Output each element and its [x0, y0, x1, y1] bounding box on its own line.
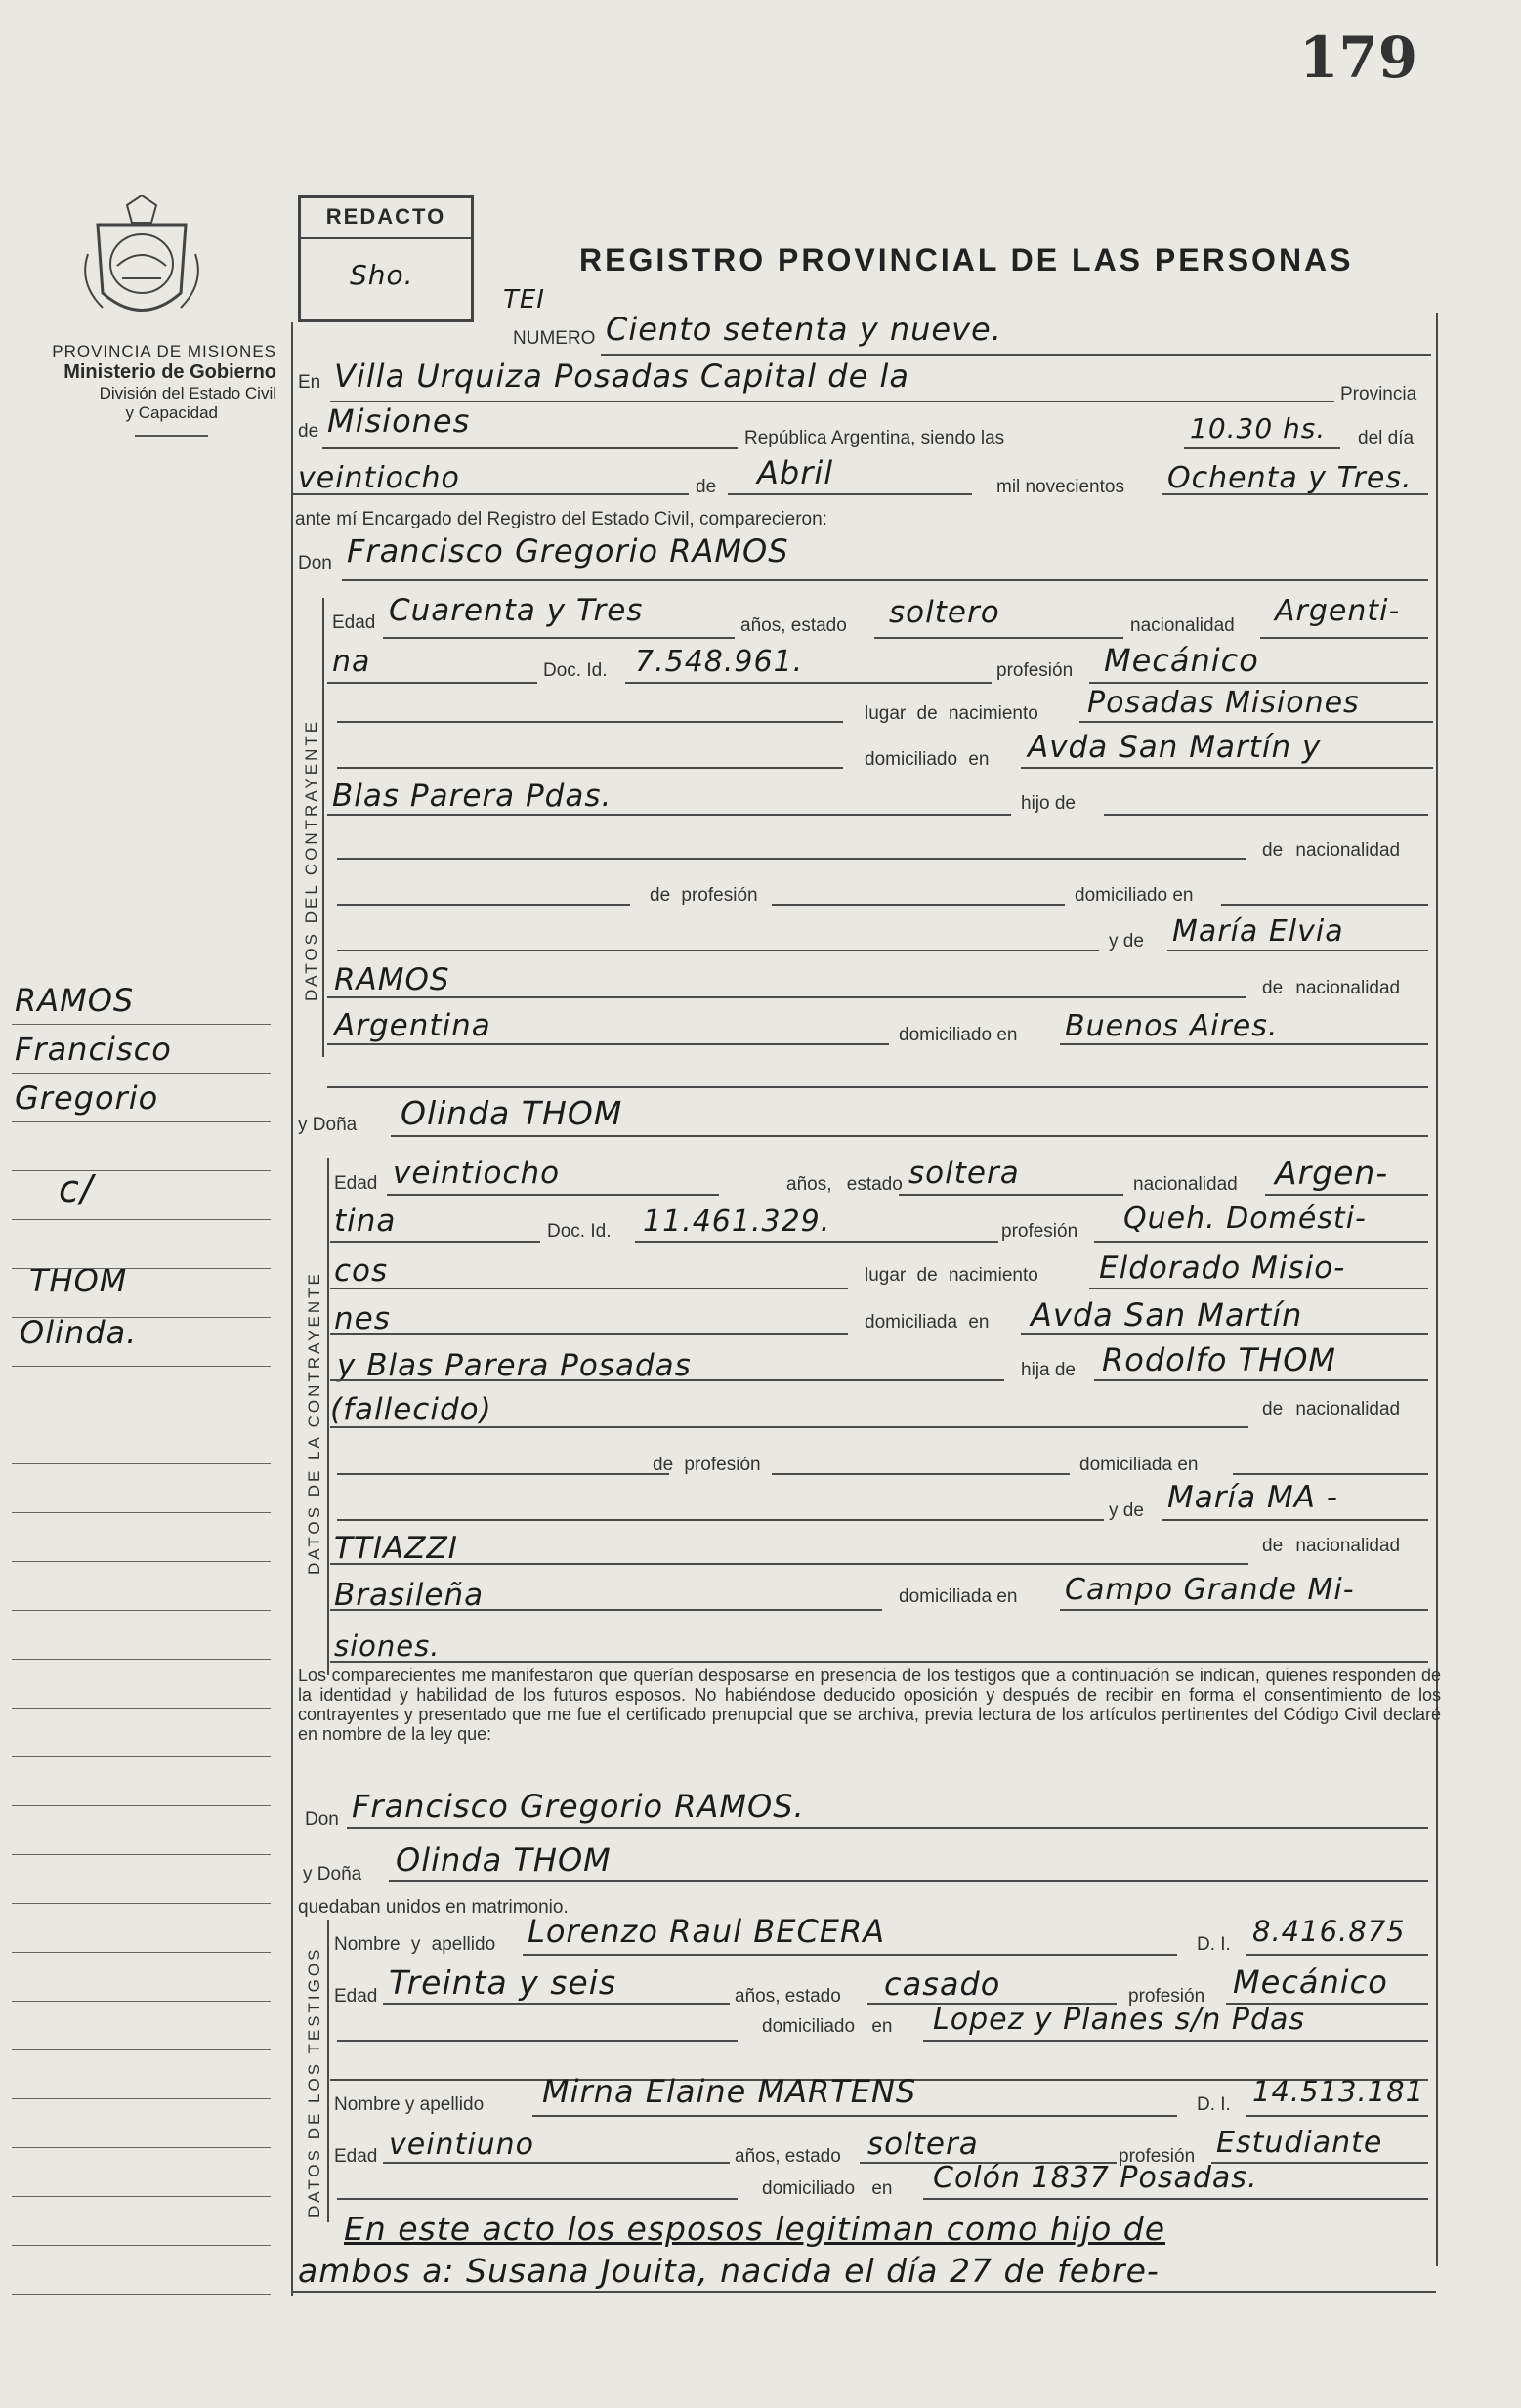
- madre2-nac-value: Brasileña: [334, 1578, 485, 1613]
- edad1-label: Edad: [332, 613, 376, 633]
- domicilio1-value-b: Blas Parera Pdas.: [332, 779, 613, 814]
- decl-don-label: Don: [305, 1809, 339, 1830]
- margin-rule-line: [12, 1073, 271, 1074]
- padre2-nota: (fallecido): [330, 1392, 492, 1427]
- margin-rule-line: [12, 2294, 271, 2295]
- t1-di-value: 8.416.875: [1252, 1915, 1406, 1948]
- madre2-nac-label: de nacionalidad: [1262, 1536, 1401, 1556]
- lugar2-value-b: nes: [334, 1301, 391, 1336]
- tei-note: TEI: [503, 285, 545, 315]
- t2-nombre-value: Mirna Elaine MARTENS: [542, 2073, 917, 2110]
- t1-prof-value: Mecánico: [1233, 1964, 1388, 2001]
- margin-note-l1: RAMOS: [15, 982, 135, 1019]
- margin-rule-line: [12, 1805, 271, 1806]
- margin-rule-line: [12, 1317, 271, 1318]
- margin-rule-line: [12, 1024, 271, 1025]
- redacto-stamp: [298, 195, 474, 322]
- t1-anos-label: años, estado: [735, 1986, 841, 2007]
- domiciliado-en1-label: domiciliado en: [1075, 885, 1194, 906]
- madre2-dom-value-b: siones.: [334, 1629, 441, 1663]
- profesion2-value-b: cos: [334, 1253, 389, 1288]
- t2-di-value: 14.513.181: [1252, 2075, 1425, 2108]
- margin-rule-line: [12, 1903, 271, 1904]
- edad2-value: veintiocho: [393, 1156, 561, 1191]
- profesion2-label: profesión: [1001, 1221, 1078, 1242]
- domiciliada-en2-label: domiciliada en: [1079, 1455, 1199, 1475]
- de-profesion1-label: de profesión: [650, 885, 758, 906]
- profesion2-value-a: Queh. Domésti-: [1123, 1202, 1367, 1236]
- nacionalidad1-value-a: Argenti-: [1275, 594, 1401, 628]
- margin-rule-line: [12, 1610, 271, 1611]
- don-label: Don: [298, 553, 332, 573]
- contrayente2-nombre: Olinda THOM: [401, 1094, 623, 1132]
- nacionalidad1-value-b: na: [332, 645, 371, 679]
- en-label: En: [298, 372, 321, 393]
- doc2-label: Doc. Id.: [547, 1221, 612, 1242]
- margin-rule-line: [12, 1512, 271, 1513]
- lugar2-value-a: Eldorado Misio-: [1099, 1250, 1346, 1286]
- t1-di-label: D. I.: [1197, 1934, 1231, 1955]
- side-label-testigos: DATOS DE LOS TESTIGOS: [305, 1946, 323, 2218]
- mes-value: Abril: [757, 454, 834, 491]
- nacionalidad2-value-a: Argen-: [1275, 1154, 1389, 1192]
- t2-anos-label: años, estado: [735, 2146, 841, 2167]
- madre1-dom-value: Buenos Aires.: [1065, 1009, 1279, 1043]
- margin-rule-line: [12, 1854, 271, 1855]
- coat-of-arms-icon: [78, 195, 205, 337]
- contrayente1-nombre: Francisco Gregorio RAMOS: [347, 532, 789, 570]
- t1-edad-label: Edad: [334, 1986, 378, 2007]
- margin-note-l3: Gregorio: [15, 1079, 159, 1117]
- madre2-value-b: TTIAZZI: [334, 1531, 458, 1566]
- t2-nombre-label: Nombre y apellido: [334, 2094, 485, 2115]
- decl-dona-label: y Doña: [303, 1864, 362, 1884]
- anos-estado1-label: años, estado: [740, 615, 847, 636]
- madre2-dom-label: domiciliada en: [899, 1586, 1018, 1607]
- declaration-text: Los comparecientes me manifestaron que querían desposarse en presencia de los testigos que a continuación se indican, quienes responden de la identidad y habilidad de los futuros esposos. No habiéndose deducido oposición y después de recibir en forma el consentimiento de los contrayentes y presentado que me fue el certificado prenupcial que se archiva, previa lectura de los artículos pertinentes del Código Civil declaré en nombre de la ley que:: [298, 1666, 1441, 1744]
- madre2-dom-value-a: Campo Grande Mi-: [1065, 1573, 1355, 1607]
- madre1-nac-value: Argentina: [334, 1008, 491, 1043]
- lugar2-label: lugar de nacimiento: [865, 1265, 1038, 1286]
- numero-label: NUMERO: [513, 328, 596, 349]
- edad2-label: Edad: [334, 1173, 378, 1194]
- madre1-value-b: RAMOS: [334, 962, 450, 997]
- domicilio2-value-a: Avda San Martín: [1031, 1296, 1303, 1333]
- decl-don-value: Francisco Gregorio RAMOS.: [352, 1788, 805, 1825]
- hora-value: 10.30 hs.: [1190, 412, 1327, 444]
- margin-rule-line: [12, 1170, 271, 1171]
- margin-note-l5: THOM: [29, 1262, 128, 1299]
- de-nacionalidad2-label: de nacionalidad: [1262, 1399, 1401, 1419]
- t2-dom-value: Colón 1837 Posadas.: [933, 2161, 1258, 2195]
- doc1-value: 7.548.961.: [635, 645, 804, 679]
- document-title: REGISTRO PROVINCIAL DE LAS PERSONAS: [579, 242, 1354, 277]
- mil-label: mil novecientos: [996, 477, 1124, 497]
- margin-rule-line: [12, 2001, 271, 2002]
- doc2-value: 11.461.329.: [643, 1204, 831, 1239]
- margin-rule-line: [12, 1756, 271, 1757]
- madre2-value-a: María MA -: [1167, 1480, 1338, 1515]
- ministry-line4: y Capacidad: [125, 403, 218, 422]
- t1-edad-value: Treinta y seis: [389, 1964, 617, 2002]
- y-de2-label: y de: [1109, 1500, 1144, 1521]
- nacionalidad2-label: nacionalidad: [1133, 1174, 1238, 1195]
- closing-line1: En este acto los esposos legitiman como hijo de: [344, 2210, 1166, 2248]
- t2-edad-value: veintiuno: [389, 2128, 535, 2162]
- lugar1-value: Posadas Misiones: [1087, 686, 1360, 720]
- margin-rule-line: [12, 1219, 271, 1220]
- profesion1-label: profesión: [996, 660, 1074, 681]
- t2-prof-label: profesión: [1119, 2146, 1196, 2167]
- t2-di-label: D. I.: [1197, 2094, 1231, 2115]
- domicilio1-value-a: Avda San Martín y: [1028, 730, 1322, 765]
- de-profesion2-label: de profesión: [653, 1455, 761, 1475]
- side-label-contrayente: DATOS DEL CONTRAYENTE: [302, 718, 320, 1001]
- domicilio2-value-b: y Blas Parera Posadas: [337, 1348, 692, 1383]
- ministry-block: [8, 342, 276, 437]
- estado1-value: soltero: [889, 595, 1000, 630]
- margin-note-l2: Francisco: [15, 1031, 172, 1068]
- t2-prof-value: Estudiante: [1216, 2126, 1383, 2160]
- t2-estado-value: soltera: [867, 2127, 979, 2162]
- de-label: de: [298, 421, 319, 442]
- ante-label: ante mí Encargado del Registro del Estado Civil, comparecieron:: [295, 509, 827, 529]
- padre2-value: Rodolfo THOM: [1102, 1341, 1337, 1378]
- numero-value: Ciento setenta y nueve.: [606, 311, 1002, 348]
- lugar1-label: lugar de nacimiento: [865, 703, 1038, 724]
- edad1-value: Cuarenta y Tres: [389, 593, 644, 628]
- margin-rule-line: [12, 2196, 271, 2197]
- margin-rule-line: [12, 1659, 271, 1660]
- de2-label: de: [696, 477, 717, 497]
- domiciliada2-label: domiciliada en: [865, 1312, 990, 1332]
- t1-estado-value: casado: [884, 1965, 1001, 2003]
- dona-label: y Doña: [298, 1115, 358, 1135]
- side-label-contrayenta: DATOS DE LA CONTRAYENTE: [305, 1271, 323, 1575]
- margin-rule-line: [12, 1268, 271, 1269]
- quedaban-label: quedaban unidos en matrimonio.: [298, 1897, 569, 1918]
- doc1-label: Doc. Id.: [543, 660, 608, 681]
- nacionalidad2-value-b: tina: [334, 1204, 397, 1239]
- t1-dom-label: domiciliado en: [762, 2016, 893, 2037]
- t1-nombre-value: Lorenzo Raul BECERA: [528, 1913, 886, 1950]
- nacionalidad1-label: nacionalidad: [1130, 615, 1235, 636]
- madre1-dom-label: domiciliado en: [899, 1025, 1018, 1045]
- provincia-label: Provincia: [1340, 384, 1417, 404]
- margin-rule-line: [12, 2147, 271, 2148]
- margin-rule-line: [12, 1561, 271, 1562]
- margin-rule-line: [12, 2245, 271, 2246]
- ministry-line1: PROVINCIA DE MISIONES: [52, 342, 276, 360]
- margin-rule-line: [12, 2098, 271, 2099]
- republica-label: República Argentina, siendo las: [744, 428, 1005, 448]
- margin-rule-line: [12, 1708, 271, 1709]
- margin-rule-line: [12, 1952, 271, 1953]
- margin-rule-line: [12, 1121, 271, 1122]
- t2-dom-label: domiciliado en: [762, 2178, 893, 2199]
- margin-rule-line: [12, 2049, 271, 2050]
- madre1-value-a: María Elvia: [1172, 914, 1344, 949]
- anio-value: Ochenta y Tres.: [1167, 461, 1413, 495]
- redacto-label: REDACTO: [325, 204, 446, 229]
- anos-estado2-label: años, estado: [786, 1174, 903, 1195]
- madre1-nac-label: de nacionalidad: [1262, 978, 1401, 998]
- decl-dona-value: Olinda THOM: [396, 1841, 612, 1879]
- page-number: 179: [1299, 24, 1418, 91]
- profesion1-value: Mecánico: [1104, 642, 1259, 679]
- de-value: Misiones: [327, 402, 471, 440]
- dia-value: veintiocho: [298, 461, 460, 495]
- margin-note-l6: Olinda.: [20, 1314, 138, 1351]
- ministry-line3: División del Estado Civil: [99, 384, 276, 402]
- estado2-value: soltera: [908, 1156, 1020, 1191]
- margin-rule-line: [12, 1366, 271, 1367]
- de-nacionalidad1-label: de nacionalidad: [1262, 840, 1401, 861]
- domiciliado1-label: domiciliado en: [865, 749, 990, 770]
- hija-label: hija de: [1021, 1360, 1076, 1380]
- margin-rule-line: [12, 1463, 271, 1464]
- margin-note-l4: c/: [59, 1167, 94, 1210]
- t1-nombre-label: Nombre y apellido: [334, 1934, 496, 1955]
- t2-edad-label: Edad: [334, 2146, 378, 2167]
- ministry-line2: Ministerio de Gobierno: [63, 361, 276, 383]
- t1-dom-value: Lopez y Planes s/n Pdas: [933, 2003, 1306, 2037]
- redacto-initials: Sho.: [350, 259, 414, 291]
- closing-line2: ambos a: Susana Jouita, nacida el día 27 de febre-: [298, 2252, 1160, 2290]
- y-de1-label: y de: [1109, 931, 1144, 951]
- t1-prof-label: profesión: [1128, 1986, 1205, 2007]
- en-value: Villa Urquiza Posadas Capital de la: [334, 358, 909, 395]
- hijo-label: hijo de: [1021, 793, 1076, 814]
- del-dia-label: del día: [1358, 428, 1415, 448]
